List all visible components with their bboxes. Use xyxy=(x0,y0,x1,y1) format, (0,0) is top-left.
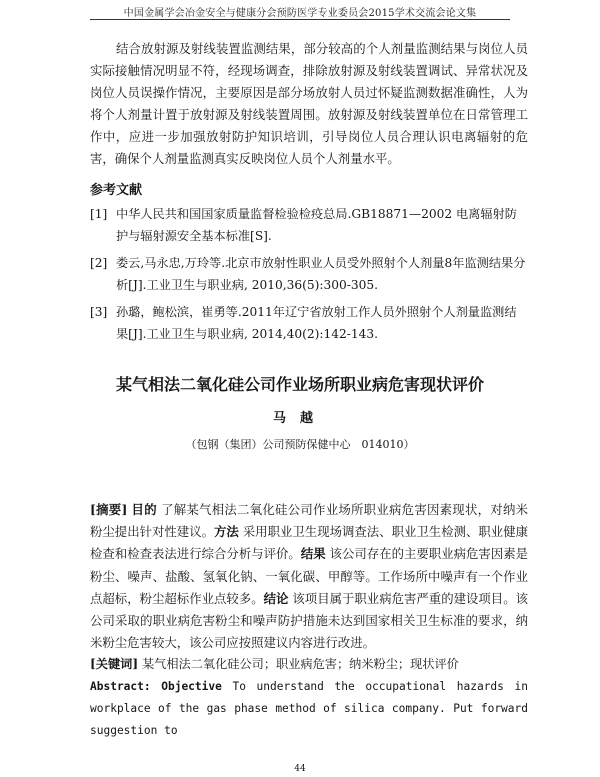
english-abstract-text: To understand the occupational hazards in workplace of the gas phase method of silica company. Put forward suggestion to xyxy=(90,680,528,737)
english-abstract xyxy=(90,676,528,742)
abstract xyxy=(90,499,528,654)
objective-label: 目的 xyxy=(131,502,157,517)
result-text: 该公司存在的主要职业病危害因素是粉尘、噪声、盐酸、氢氧化钠、一氧化碳、甲醇等。工作场所中噪声有一个作业点超标，粉尘超标作业点较多。 xyxy=(90,546,529,606)
result-label: 结果 xyxy=(300,546,326,562)
reference-text: 娄云,马永忠,万玲等.北京市放射性职业人员受外照射个人剂量8年监测结果分析[J].工业卫生与职业病, 2010,36(5):300-305. xyxy=(116,256,526,293)
reference-number: [3] xyxy=(90,305,108,320)
conclusion-text: 该项目属于职业病危害严重的建设项目。该公司采取的职业病危害粉尘和噪声防护措施未达到国家相关卫生标准的要求，纳米粉尘危害较大，该公司应按照建议内容进行改进。 xyxy=(90,590,529,651)
english-abstract-label: Abstract: xyxy=(90,680,151,693)
reference-item xyxy=(90,301,526,345)
keywords-text: 某气相法二氧化硅公司；职业病危害；纳米粉尘；现状评价 xyxy=(141,657,459,671)
method-label: 方法 xyxy=(214,524,239,540)
conclusion-label: 结论 xyxy=(263,590,289,606)
method-text: 采用职业卫生现场调查法、职业卫生检测、职业健康检查和检查表法进行综合分析与评价。 xyxy=(90,524,529,562)
article-author: 马越 xyxy=(272,411,327,426)
objective-text: 了解某气相法二氧化硅公司作业场所职业病危害因素现状，对纳米粉尘提出针对性建议。 xyxy=(90,502,528,540)
page-number: 44 xyxy=(294,764,306,774)
intro-paragraph: 结合放射源及射线装置监测结果，部分较高的个人剂量监测结果与岗位人员实际接触情况明显不符，经现场调查，排除放射源及射线装置调试、异常状况及岗位人员误操作情况，主要原因是部分场放射人员过怀疑监测数据准确性，人为将个人剂量计置于放射源及射线装置周围。放射源及射线装置单位在日常管理工作中，应进一步加强放射防护知识培训，引导岗位人员合理认识电离辐射的危害，确保个人剂量监测真实反映岗位人员个人剂量水平。 xyxy=(90,41,528,167)
header-rule xyxy=(90,19,510,20)
reference-item xyxy=(90,203,526,247)
keywords xyxy=(90,655,528,672)
references-heading: 参考文献 xyxy=(90,183,143,198)
reference-number: [2] xyxy=(90,256,108,271)
article-title: 某气相法二氧化硅公司作业场所职业病危害现状评价 xyxy=(115,375,484,394)
reference-number: [1] xyxy=(90,207,108,221)
reference-text: 孙璐，鲍松滨，崔勇等.2011年辽宁省放射工作人员外照射个人剂量监测结果[J].工业卫生与职业病, 2014,40(2):142-143. xyxy=(116,305,517,342)
references-list xyxy=(90,203,526,351)
english-objective-label: Objective xyxy=(161,680,222,693)
abstract-label: [摘要] xyxy=(90,502,128,517)
reference-text: 中华人民共和国国家质量监督检验检疫总局.GB18871—2002 电离辐射防护与辐射源安全基本标准[S]. xyxy=(116,207,517,244)
keywords-label: [关键词] xyxy=(90,657,139,671)
running-header: 中国金属学会冶金安全与健康分会预防医学专业委员会2015学术交流会论文集 xyxy=(123,8,477,19)
reference-item xyxy=(90,252,526,296)
article-affiliation: （包钢（集团）公司预防保健中心 014010） xyxy=(185,438,415,451)
